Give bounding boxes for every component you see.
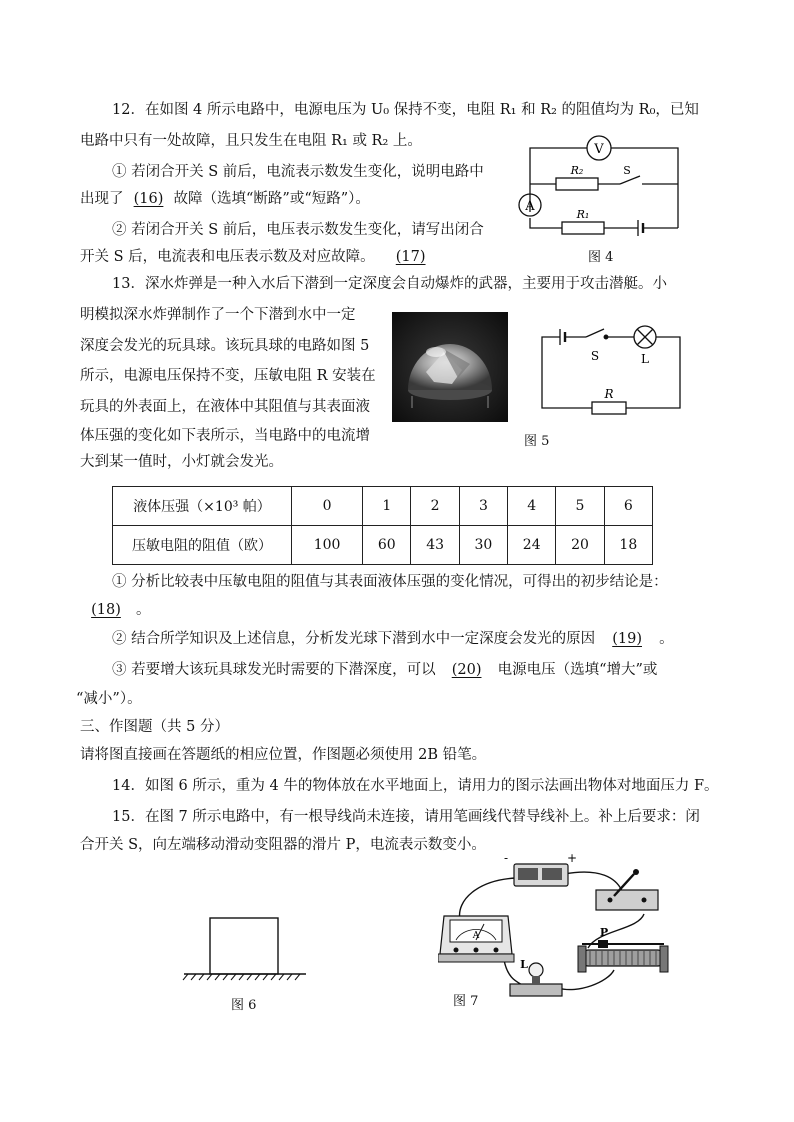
answer-blank-17[interactable]: (17)	[395, 249, 426, 265]
q15-line2: 合开关 S，向左端移动滑动变阻器的滑片 P，电流表示数变小。	[80, 837, 486, 853]
q13-p3-post: 电源电压（选填“增大”或	[497, 662, 658, 678]
q12-p1-line2	[80, 189, 370, 209]
q13-p2-pre: ② 结合所学知识及上述信息，分析发光球下潜到水中一定深度会发光的原因	[112, 631, 596, 647]
table-cell: 0	[292, 487, 363, 526]
q13-p3-pre: ③ 若要增大该玩具球发光时需要的下潜深度，可以	[112, 662, 436, 678]
table-cell: 6	[604, 487, 652, 526]
table-cell: 24	[508, 526, 556, 565]
fig5-resistor-label: R	[604, 387, 614, 401]
table-header-resistance: 压敏电阻的阻值（欧）	[113, 526, 292, 565]
q13-p3-line	[112, 660, 657, 680]
ammeter	[438, 916, 514, 962]
section-3-instruction: 请将图直接画在答题纸的相应位置，作图题必须使用 2B 铅笔。	[80, 747, 487, 763]
answer-blank-19[interactable]: (19)	[612, 631, 642, 647]
q12-line1: 12．在如图 4 所示电路中，电源电压为 U₀ 保持不变，电阻 R₁ 和 R₂ 的阻值均为 R₀，已知	[112, 102, 699, 118]
q13-p3-line2: “减小”）。	[76, 691, 142, 707]
table-cell: 20	[556, 526, 604, 565]
q13-p2-end: 。	[659, 631, 674, 647]
battery	[504, 851, 577, 886]
table-cell: 5	[556, 487, 604, 526]
q13-line6: 体压强的变化如下表所示，当电路中的电流增	[80, 428, 370, 444]
table-cell: 100	[292, 526, 363, 565]
pressure-resistance-table	[112, 486, 653, 565]
q13-line5: 玩具的外表面上，在液体中其阻值与其表面液	[80, 399, 370, 415]
figure-7-apparatus	[438, 850, 678, 1000]
figure-7-caption: 图 7	[453, 994, 479, 1009]
fig5-lamp-label: L	[641, 352, 649, 366]
q12-p2-line1: ② 若闭合开关 S 前后，电压表示数发生变化，请写出闭合	[112, 222, 484, 238]
voltmeter-label: V	[594, 142, 604, 157]
table-cell: 3	[459, 487, 507, 526]
fig5-switch-label: S	[590, 349, 600, 363]
q15-line1: 15．在图 7 所示电路中，有一根导线尚未连接，请用笔画线代替导线补上。补上后要求：闭	[112, 809, 700, 825]
q13-p1-line: ① 分析比较表中压敏电阻的阻值与其表面液体压强的变化情况，可得出的初步结论是：	[112, 574, 668, 590]
table-cell: 2	[411, 487, 459, 526]
q12-p1-post: 故障（选填“断路”或“短路”）。	[173, 191, 370, 207]
ammeter-label: A	[525, 199, 535, 214]
table-cell: 4	[508, 487, 556, 526]
q12-p2-pre: 开关 S 后，电流表和电压表示数及对应故障。	[80, 249, 375, 265]
q12-p2-line2	[80, 247, 443, 267]
q13-line2: 明模拟深水炸弹制作了一个下潜到水中一定	[80, 307, 356, 323]
toy-ball-photo	[392, 312, 508, 422]
slider-label-p: P	[599, 926, 609, 939]
battery-plus-label: +	[566, 851, 578, 865]
q13-line3: 深度会发光的玩具球。该玩具球的电路如图 5	[80, 338, 370, 354]
q12-line2: 电路中只有一处故障，且只发生在电阻 R₁ 或 R₂ 上。	[80, 133, 422, 149]
ground-hatching	[183, 974, 300, 980]
table-row-resistance	[113, 526, 653, 565]
figure-5-circuit	[538, 320, 688, 420]
answer-blank-16[interactable]: (16)	[133, 191, 164, 207]
table-cell: 30	[459, 526, 507, 565]
rheostat	[578, 926, 668, 972]
ammeter-label-a: A	[472, 931, 480, 941]
table-cell: 1	[363, 487, 411, 526]
q12-p1-line1: ① 若闭合开关 S 前后，电流表示数发生变化，说明电路中	[112, 164, 484, 180]
q13-line1: 13．深水炸弹是一种入水后下潜到一定深度会自动爆炸的武器，主要用于攻击潜艇。小	[112, 276, 667, 292]
q13-p1-answer-line	[76, 600, 151, 620]
q14-text: 14．如图 6 所示，重为 4 牛的物体放在水平地面上，请用力的图示法画出物体对地面压力 F。	[112, 778, 719, 794]
q13-p1-end: 。	[136, 602, 151, 618]
figure-6-caption: 图 6	[231, 998, 257, 1013]
figure-4-caption: 图 4	[588, 250, 614, 265]
answer-blank-18[interactable]: (18)	[91, 602, 121, 618]
table-cell: 18	[604, 526, 652, 565]
answer-blank-20[interactable]: (20)	[451, 662, 482, 678]
q13-line7: 大到某一值时，小灯就会发光。	[80, 454, 283, 470]
r2-label: R₂	[570, 164, 584, 177]
section-3-title: 三、作图题（共 5 分）	[80, 719, 229, 735]
table-cell: 43	[411, 526, 459, 565]
figure-5-caption: 图 5	[524, 434, 550, 449]
q12-p1-pre: 出现了	[80, 191, 124, 207]
r1-label: R₁	[576, 208, 590, 221]
figure-4-circuit	[510, 132, 700, 247]
q13-p2-line	[112, 629, 674, 649]
lamp	[510, 958, 562, 996]
battery-minus-label: -	[503, 851, 509, 865]
table-row-pressure	[113, 487, 653, 526]
figure-6-block-on-ground	[180, 912, 310, 982]
table-cell: 60	[363, 526, 411, 565]
switch-label: S	[623, 164, 631, 177]
block	[210, 918, 278, 974]
table-header-pressure: 液体压强（×10³ 帕）	[113, 487, 292, 526]
lamp-label-l: L	[520, 958, 528, 971]
q13-line4: 所示，电源电压保持不变，压敏电阻 R 安装在	[80, 368, 376, 384]
